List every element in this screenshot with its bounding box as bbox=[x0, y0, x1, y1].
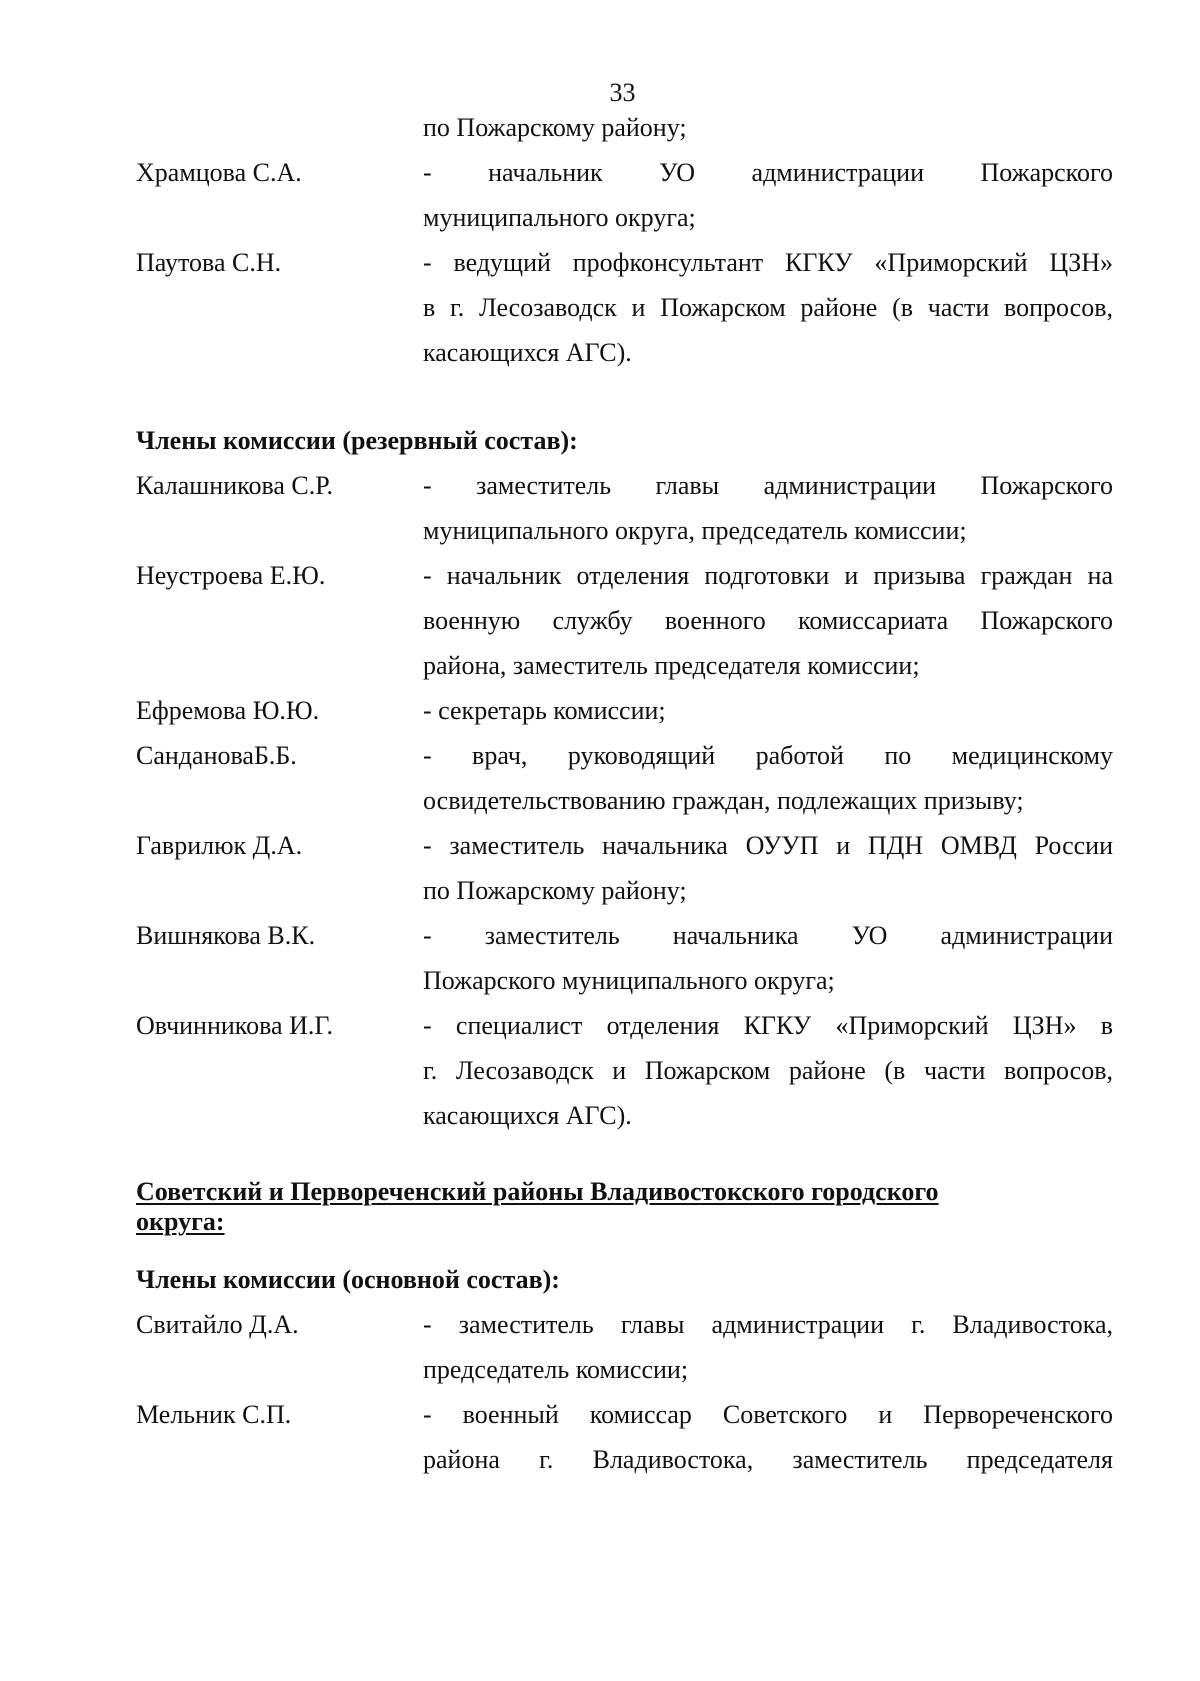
section-heading-reserve: Члены комиссии (резервный состав): bbox=[136, 426, 578, 455]
entry-description-line: муниципального округа, председатель комиссии; bbox=[423, 516, 967, 545]
member-name: Ефремова Ю.Ю. bbox=[136, 696, 320, 725]
entry-description-line: - заместитель главы администрации г. Владивостока, bbox=[423, 1310, 1113, 1339]
member-name: Вишнякова В.К. bbox=[136, 921, 316, 950]
member-name: Неустроева Е.Ю. bbox=[136, 561, 326, 590]
entry-description-line: касающихся АГС). bbox=[423, 338, 632, 367]
entry-description-line: Пожарского муниципального округа; bbox=[423, 966, 835, 995]
member-name: Гаврилюк Д.А. bbox=[136, 831, 303, 860]
entry-description-line: - специалист отделения КГКУ «Приморский ЦЗН» в bbox=[423, 1011, 1113, 1040]
entry-description-line: г. Лесозаводск и Пожарском районе (в части вопросов, bbox=[423, 1056, 1113, 1085]
district-title-continuation: округа: bbox=[136, 1207, 225, 1236]
member-name: Свитайло Д.А. bbox=[136, 1310, 299, 1339]
entry-description-line: председатель комиссии; bbox=[423, 1355, 689, 1384]
page-number: 33 bbox=[609, 78, 636, 107]
district-title: Советский и Первореченский районы Владивостокского городского bbox=[136, 1177, 939, 1206]
entry-description-line: - заместитель начальника ОУУП и ПДН ОМВД России bbox=[423, 831, 1113, 860]
entry-description-line: - врач, руководящий работой по медицинскому bbox=[423, 741, 1113, 770]
member-name: Храмцова С.А. bbox=[136, 158, 302, 187]
entry-description-line: по Пожарскому району; bbox=[423, 113, 687, 142]
entry-description-line: касающихся АГС). bbox=[423, 1101, 632, 1130]
entry-description-line: военную службу военного комиссариата Пожарского bbox=[423, 606, 1113, 635]
section-heading-main: Члены комиссии (основной состав): bbox=[136, 1265, 560, 1294]
entry-description-line: в г. Лесозаводск и Пожарском районе (в части вопросов, bbox=[423, 293, 1113, 322]
entry-description-line: - заместитель главы администрации Пожарского bbox=[423, 471, 1113, 500]
entry-description-line: по Пожарскому району; bbox=[423, 876, 687, 905]
entry-description-line: района, заместитель председателя комиссии; bbox=[423, 651, 920, 680]
member-name: Калашникова С.Р. bbox=[136, 471, 333, 500]
entry-description-line: муниципального округа; bbox=[423, 203, 696, 232]
entry-description-line: - начальник отделения подготовки и призыва граждан на bbox=[423, 561, 1113, 590]
entry-description-line: района г. Владивостока, заместитель председателя bbox=[423, 1445, 1113, 1474]
entry-description-line: освидетельствованию граждан, подлежащих призыву; bbox=[423, 786, 1024, 815]
entry-description-line: - ведущий профконсультант КГКУ «Приморский ЦЗН» bbox=[423, 248, 1113, 277]
entry-description-line: - заместитель начальника УО администрации bbox=[423, 921, 1113, 950]
entry-description-line: - военный комиссар Советского и Первореченского bbox=[423, 1400, 1113, 1429]
entry-description-line: - секретарь комиссии; bbox=[423, 696, 666, 725]
member-name: СандановаБ.Б. bbox=[136, 741, 297, 770]
member-name: Мельник С.П. bbox=[136, 1400, 292, 1429]
member-name: Овчинникова И.Г. bbox=[136, 1011, 333, 1040]
member-name: Паутова С.Н. bbox=[136, 248, 282, 277]
entry-description-line: - начальник УО администрации Пожарского bbox=[423, 158, 1113, 187]
